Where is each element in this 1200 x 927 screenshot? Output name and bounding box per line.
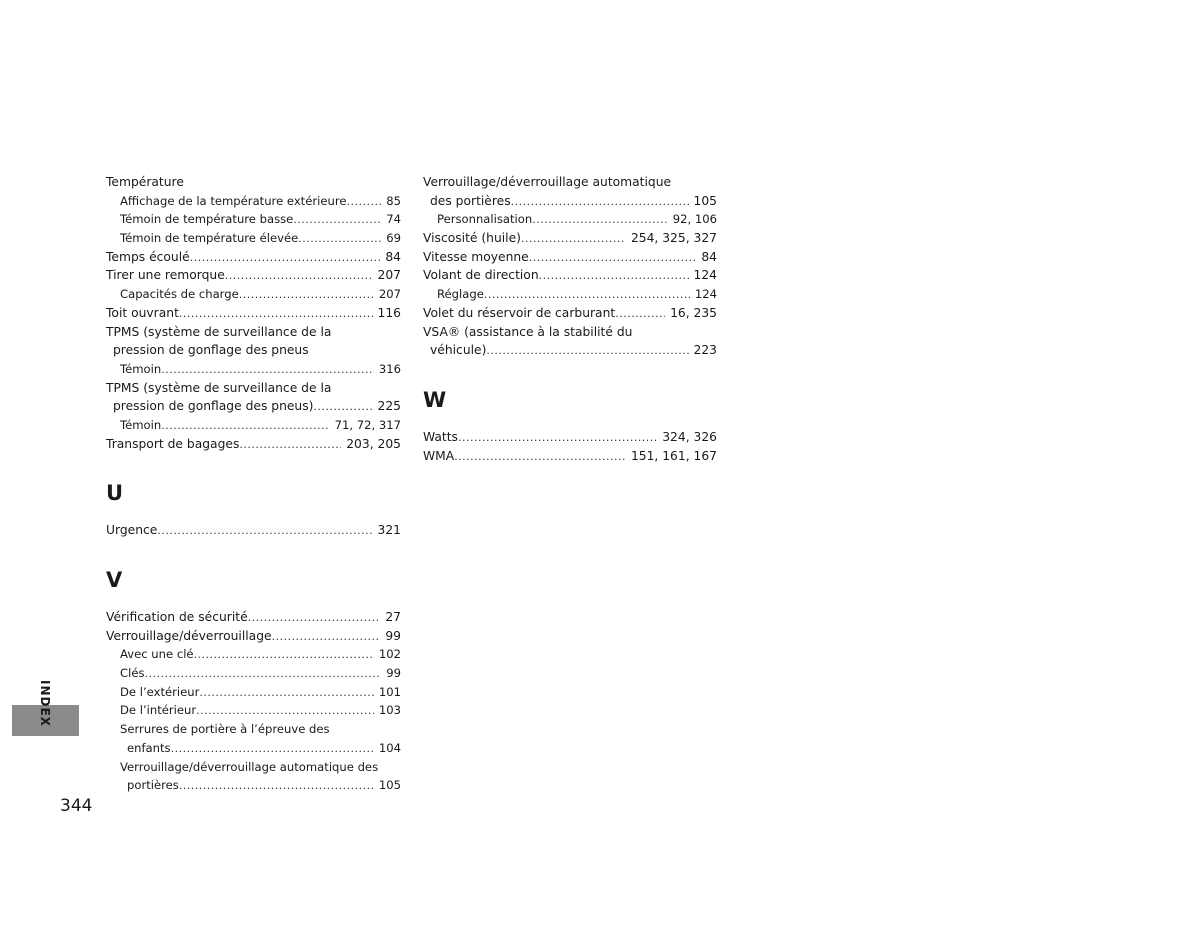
leader-dots (179, 305, 373, 324)
entry-label: VSA® (assistance à la stabilité du (423, 324, 633, 339)
leader-dots (196, 702, 374, 721)
entry-pages[interactable]: 207 (373, 266, 401, 285)
entry-label: Température (106, 175, 184, 189)
entry-label: De l’extérieur (120, 683, 199, 702)
entry-label: Tirer une remorque (106, 266, 225, 285)
entry-label: Réglage (437, 285, 484, 304)
leader-dots (199, 684, 374, 703)
leader-dots (539, 267, 689, 286)
entry-pages[interactable]: 105 (374, 776, 401, 795)
entry-label: pression de gonflage des pneus (113, 343, 309, 358)
entry-label: Serrures de portière à l’épreuve des (120, 722, 330, 737)
index-entry-volet[interactable] (423, 304, 717, 323)
entry-pages[interactable]: 69 (381, 229, 401, 248)
entry-pages[interactable]: 92, 106 (668, 210, 717, 229)
index-column-right (423, 173, 717, 465)
entry-pages[interactable]: 316 (374, 360, 401, 379)
leader-dots (161, 361, 374, 380)
index-entry-tpms-2 (106, 379, 401, 398)
entry-label: véhicule) (430, 341, 486, 360)
leader-dots (346, 193, 381, 212)
index-entry-transport[interactable] (106, 435, 401, 454)
entry-label: Urgence (106, 521, 157, 540)
leader-dots (529, 249, 697, 268)
leader-dots (532, 211, 668, 230)
entry-pages[interactable]: 16, 235 (665, 304, 717, 323)
leader-dots (521, 230, 626, 249)
leader-dots (248, 609, 381, 628)
entry-pages[interactable]: 99 (380, 627, 401, 646)
entry-label: TPMS (système de surveillance de la (106, 380, 332, 395)
index-subentry-serrures-cont[interactable] (106, 739, 401, 758)
index-entry-verrouillage[interactable] (106, 627, 401, 646)
index-entry-verrou-auto (423, 173, 717, 192)
entry-label: Watts (423, 428, 458, 447)
index-entry-temperature (106, 173, 401, 192)
entry-label: Viscosité (huile) (423, 229, 521, 248)
entry-label: WMA (423, 447, 454, 466)
index-subentry-verrou-auto-cont[interactable] (106, 776, 401, 795)
entry-label: Personnalisation (437, 210, 532, 229)
entry-label: Verrouillage/déverrouillage automatique des (120, 759, 379, 774)
entry-pages[interactable]: 27 (380, 608, 401, 627)
leader-dots (458, 429, 657, 448)
index-subentry-capacites[interactable] (106, 285, 401, 304)
entry-label: Temps écoulé (106, 248, 190, 267)
entry-pages[interactable]: 203, 205 (341, 435, 401, 454)
entry-pages[interactable]: 71, 72, 317 (330, 416, 401, 435)
leader-dots (190, 249, 381, 268)
leader-dots (179, 777, 374, 796)
entry-label: Vitesse moyenne (423, 248, 529, 267)
entry-label: TPMS (système de surveillance de la (106, 324, 332, 339)
leader-dots (194, 646, 374, 665)
entry-pages[interactable]: 102 (374, 645, 401, 664)
entry-label: portières (127, 776, 179, 795)
entry-pages[interactable]: 99 (381, 664, 401, 683)
entry-pages[interactable]: 74 (381, 210, 401, 229)
leader-dots (313, 398, 372, 417)
leader-dots (239, 286, 374, 305)
index-entry-vsa (423, 323, 717, 342)
page-number: 344 (60, 796, 93, 816)
index-entry-urgence[interactable] (106, 521, 401, 540)
leader-dots (615, 305, 665, 324)
entry-pages[interactable]: 84 (696, 248, 717, 267)
leader-dots (293, 211, 381, 230)
index-column-left (106, 173, 401, 795)
entry-label: Avec une clé (120, 645, 194, 664)
index-subentry-interieur[interactable] (106, 701, 401, 720)
index-entry-temps-ecoule[interactable] (106, 248, 401, 267)
entry-label: des portières (430, 192, 511, 211)
index-entry-volant[interactable] (423, 266, 717, 285)
entry-label: enfants (127, 739, 171, 758)
section-letter-v: V (106, 568, 123, 592)
index-entry-viscosite[interactable] (423, 229, 717, 248)
index-subentry-reglage[interactable] (423, 285, 717, 304)
index-entry-tpms-1 (106, 323, 401, 342)
entry-pages[interactable]: 116 (373, 304, 401, 323)
entry-pages[interactable]: 254, 325, 327 (626, 229, 717, 248)
entry-label: Clés (120, 664, 145, 683)
entry-label: Transport de bagages (106, 435, 239, 454)
entry-pages[interactable]: 103 (374, 701, 401, 720)
index-entry-tpms-2-cont[interactable] (106, 397, 401, 416)
index-subentry-tpms-2-temoin[interactable] (106, 416, 401, 435)
index-entry-watts[interactable] (423, 428, 717, 447)
entry-label: Volant de direction (423, 266, 539, 285)
leader-dots (511, 193, 689, 212)
entry-pages[interactable]: 104 (374, 739, 401, 758)
index-entry-tirer-remorque[interactable] (106, 266, 401, 285)
index-entry-vitesse[interactable] (423, 248, 717, 267)
index-entry-toit-ouvrant[interactable] (106, 304, 401, 323)
index-entry-verrou-auto-cont[interactable] (423, 192, 717, 211)
entry-pages[interactable]: 85 (381, 192, 401, 211)
leader-dots (161, 417, 329, 436)
leader-dots (298, 230, 381, 249)
leader-dots (145, 665, 382, 684)
index-subentry-exterieur[interactable] (106, 683, 401, 702)
index-entry-vsa-cont[interactable] (423, 341, 717, 360)
index-subentry-temp-low[interactable] (106, 210, 401, 229)
entry-label: pression de gonflage des pneus) (113, 397, 313, 416)
entry-pages[interactable]: 105 (689, 192, 717, 211)
entry-pages[interactable]: 324, 326 (657, 428, 717, 447)
leader-dots (239, 436, 341, 455)
index-entry-tpms-1-cont (106, 341, 401, 360)
section-letter-w: W (423, 387, 447, 412)
leader-dots (486, 342, 688, 361)
entry-pages[interactable]: 124 (689, 266, 717, 285)
entry-label: Vérification de sécurité (106, 608, 248, 627)
entry-pages[interactable]: 101 (374, 683, 401, 702)
entry-label: Verrouillage/déverrouillage (106, 627, 272, 646)
entry-pages[interactable]: 223 (689, 341, 717, 360)
leader-dots (171, 740, 374, 759)
index-side-tab-label: INDEX (38, 680, 52, 727)
entry-label: Affichage de la température extérieure (120, 192, 346, 211)
index-subentry-cles[interactable] (106, 664, 401, 683)
entry-label: Toit ouvrant (106, 304, 179, 323)
entry-pages[interactable]: 321 (373, 521, 401, 540)
index-entry-wma[interactable] (423, 447, 717, 466)
entry-label: Témoin (120, 360, 161, 379)
section-letter-u: U (106, 481, 124, 506)
entry-pages[interactable]: 84 (380, 248, 401, 267)
entry-pages[interactable]: 225 (373, 397, 401, 416)
entry-label: Volet du réservoir de carburant (423, 304, 615, 323)
index-subentry-temp-high[interactable] (106, 229, 401, 248)
index-subentry-verrou-auto (106, 758, 401, 777)
index-subentry-avec-cle[interactable] (106, 645, 401, 664)
entry-label: Témoin de température basse (120, 210, 293, 229)
leader-dots (225, 267, 373, 286)
index-subentry-personnalisation[interactable] (423, 210, 717, 229)
index-subentry-serrures (106, 720, 401, 739)
entry-label: Témoin de température élevée (120, 229, 298, 248)
entry-label: Capacités de charge (120, 285, 239, 304)
entry-pages[interactable]: 207 (374, 285, 401, 304)
leader-dots (272, 628, 381, 647)
leader-dots (484, 286, 690, 305)
entry-label: Témoin (120, 416, 161, 435)
entry-pages[interactable]: 124 (690, 285, 717, 304)
index-subentry-temp-ext[interactable] (106, 192, 401, 211)
leader-dots (157, 522, 372, 541)
leader-dots (454, 448, 626, 467)
entry-label: De l’intérieur (120, 701, 196, 720)
index-subentry-tpms-1-temoin[interactable] (106, 360, 401, 379)
entry-pages[interactable]: 151, 161, 167 (626, 447, 717, 466)
entry-label: Verrouillage/déverrouillage automatique (423, 175, 672, 189)
index-entry-verification[interactable] (106, 608, 401, 627)
